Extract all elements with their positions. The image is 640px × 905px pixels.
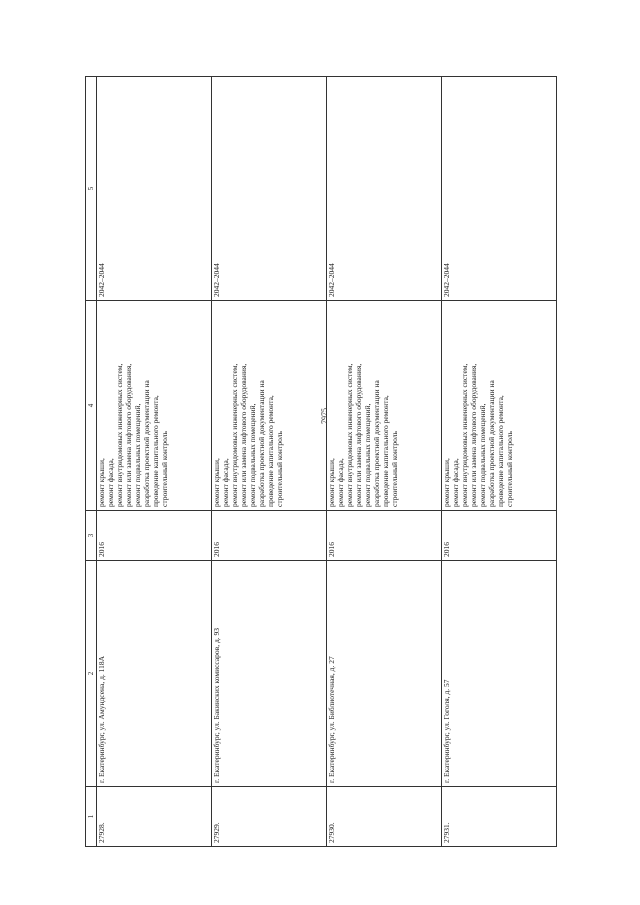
- row-period: 2042–2044: [212, 77, 327, 301]
- row-number: 27928.: [97, 787, 212, 847]
- column-header-1: 1: [86, 787, 97, 847]
- work-item: ремонт внутридомовых инженерных систем,: [115, 363, 124, 507]
- row-year: 2016: [212, 511, 327, 561]
- table-row: [327, 77, 442, 847]
- work-item: ремонт подвальных помещений,: [363, 403, 372, 507]
- row-address: г. Екатеринбург, ул. Библиотечная, д. 27: [327, 561, 442, 787]
- work-item: проведение капитального ремонта,: [266, 395, 275, 507]
- row-number: 27931.: [442, 787, 557, 847]
- table-header: [86, 77, 97, 847]
- column-header-5: 5: [86, 77, 97, 301]
- work-item: строительный контроль: [505, 431, 514, 507]
- row-year: 2016: [327, 511, 442, 561]
- row-year: 2016: [442, 511, 557, 561]
- header-row: [86, 77, 97, 847]
- table: [85, 76, 557, 847]
- table-row: [442, 77, 557, 847]
- work-item: ремонт крыши,: [97, 458, 106, 507]
- work-item: ремонт крыши,: [327, 458, 336, 507]
- work-item: проведение капитального ремонта,: [496, 395, 505, 507]
- work-item: строительный контроль: [390, 431, 399, 507]
- work-item: ремонт фасада,: [106, 458, 115, 507]
- work-item: разработка проектной документации на: [257, 380, 266, 507]
- row-period: 2042–2044: [442, 77, 557, 301]
- work-item: ремонт или замена лифтового оборудования,: [469, 363, 478, 507]
- row-year: 2016: [97, 511, 212, 561]
- work-item: ремонт крыши,: [212, 458, 221, 507]
- row-address: г. Екатеринбург, ул. Бакинских комиссаров, д. 93: [212, 561, 327, 787]
- work-item: ремонт или замена лифтового оборудования,: [354, 363, 363, 507]
- row-number: 27930.: [327, 787, 442, 847]
- work-item: ремонт внутридомовых инженерных систем,: [345, 363, 354, 507]
- row-works: [212, 301, 327, 511]
- row-period: 2042–2044: [97, 77, 212, 301]
- table-row: [97, 77, 212, 847]
- row-works: [442, 301, 557, 511]
- row-address: г. Екатеринбург, ул. Амундсена, д. 118А: [97, 561, 212, 787]
- column-header-2: 2: [86, 561, 97, 787]
- column-header-3: 3: [86, 511, 97, 561]
- row-number: 27929.: [212, 787, 327, 847]
- work-item: ремонт или замена лифтового оборудования,: [239, 363, 248, 507]
- table-row: [212, 77, 327, 847]
- row-works: [97, 301, 212, 511]
- work-item: разработка проектной документации на: [372, 380, 381, 507]
- work-item: ремонт фасада,: [336, 458, 345, 507]
- work-item: проведение капитального ремонта,: [151, 395, 160, 507]
- page-number: 7975: [320, 408, 329, 424]
- work-item: ремонт подвальных помещений,: [133, 403, 142, 507]
- row-works: [327, 301, 442, 511]
- work-item: ремонт фасада,: [451, 458, 460, 507]
- work-item: ремонт или замена лифтового оборудования,: [124, 363, 133, 507]
- work-item: ремонт подвальных помещений,: [248, 403, 257, 507]
- work-item: ремонт внутридомовых инженерных систем,: [460, 363, 469, 507]
- work-item: разработка проектной документации на: [487, 380, 496, 507]
- work-item: строительный контроль: [160, 431, 169, 507]
- work-item: ремонт подвальных помещений,: [478, 403, 487, 507]
- repair-schedule-table: [85, 77, 557, 847]
- work-item: ремонт фасада,: [221, 458, 230, 507]
- work-item: проведение капитального ремонта,: [381, 395, 390, 507]
- column-header-4: 4: [86, 301, 97, 511]
- work-item: разработка проектной документации на: [142, 380, 151, 507]
- work-item: строительный контроль: [275, 431, 284, 507]
- table-container: [85, 77, 557, 847]
- work-item: ремонт внутридомовых инженерных систем,: [230, 363, 239, 507]
- table-body: [97, 77, 557, 847]
- work-item: ремонт крыши,: [442, 458, 451, 507]
- row-address: г. Екатеринбург, ул. Гоголя, д. 57: [442, 561, 557, 787]
- row-period: 2042–2044: [327, 77, 442, 301]
